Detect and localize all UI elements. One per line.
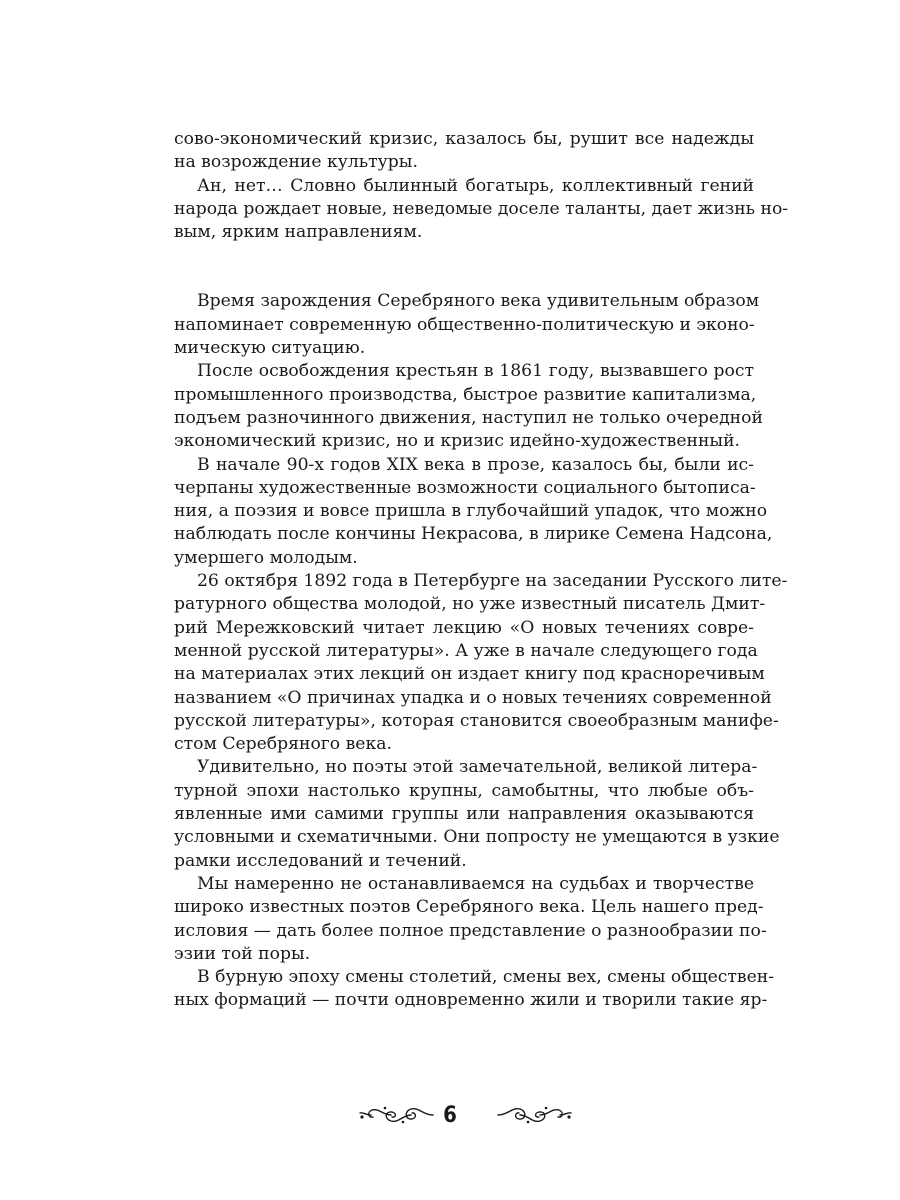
text-line: 26 октября 1892 года в Петербурге на заседании Русского лите- (197, 571, 788, 592)
text-line: Ан, нет… Словно былинный богатырь, коллективный гений (197, 175, 754, 196)
text-line: умершего молодым. (174, 547, 358, 568)
page-footer (0, 1097, 900, 1137)
text-line: народа рождает новые, неведомые доселе таланты, дает жизнь но- (174, 198, 789, 219)
text-line: исловия — дать более полное представление о разнообразии по- (174, 920, 767, 941)
text-line: рий Мережковский читает лекцию «О новых течениях совре- (174, 617, 754, 638)
text-line: Время зарождения Серебряного века удивительным образом (197, 291, 760, 312)
text-line: менной русской литературы». А уже в начале следующего года (174, 640, 758, 661)
text-line: В начале 90-х годов XIX века в прозе, казалось бы, были ис- (197, 454, 754, 475)
text-line: условными и схематичными. Они попросту не умещаются в узкие (174, 827, 780, 848)
body-text (174, 128, 789, 1013)
text-line: сово-экономический кризис, казалось бы, рушит все надежды (174, 129, 754, 149)
text-line: на материалах этих лекций он издает книгу под красноречивым (174, 664, 765, 685)
text-line: черпаны художественные возможности социального бытописа- (174, 477, 756, 498)
text-line: подъем разночинного движения, наступил не только очередной (174, 407, 763, 428)
text-line: ния, а поэзия и вовсе пришла в глубочайший упадок, что можно (174, 501, 768, 522)
text-line: Удивительно, но поэты этой замечательной, великой литера- (197, 757, 758, 778)
text-line: В бурную эпоху смены столетий, смены вех, смены обществен- (197, 967, 775, 988)
text-line: наблюдать после кончины Некрасова, в лирике Семена Надсона, (174, 524, 773, 545)
text-line: вым, ярким направлениям. (174, 222, 423, 243)
scroll-flourish-left-icon (357, 1103, 435, 1127)
text-line: явленные ими самими группы или направления оказываются (174, 804, 754, 825)
text-line: широко известных поэтов Серебряного века. Цель нашего пред- (174, 897, 764, 918)
text-line: промышленного производства, быстрое развитие капитализма, (174, 384, 757, 405)
text-line: на возрождение культуры. (174, 152, 418, 173)
text-line: ратурного общества молодой, но уже известный писатель Дмит- (174, 594, 766, 615)
section-break (174, 244, 754, 290)
text-line: ных формаций — почти одновременно жили и творили такие яр- (174, 990, 768, 1011)
text-line: напоминает современную общественно-политическую и эконо- (174, 314, 755, 335)
page-number: 6 (443, 1103, 457, 1128)
text-line: названием «О причинах упадка и о новых течениях современной (174, 687, 772, 708)
scroll-flourish-right-icon (496, 1103, 574, 1127)
text-line: мическую ситуацию. (174, 338, 366, 359)
text-line: стом Серебряного века. (174, 734, 392, 755)
text-line: турной эпохи настолько крупны, самобытны, что любые объ- (174, 780, 754, 801)
text-line: эзии той поры. (174, 943, 311, 964)
text-line: русской литературы», которая становится своеобразным манифе- (174, 710, 779, 731)
text-line: После освобождения крестьян в 1861 году, вызвавшего рост (197, 361, 754, 382)
text-line: Мы намеренно не останавливаемся на судьбах и творчестве (197, 873, 754, 894)
text-line: экономический кризис, но и кризис идейно-художественный. (174, 431, 740, 452)
text-line: рамки исследований и течений. (174, 850, 467, 871)
